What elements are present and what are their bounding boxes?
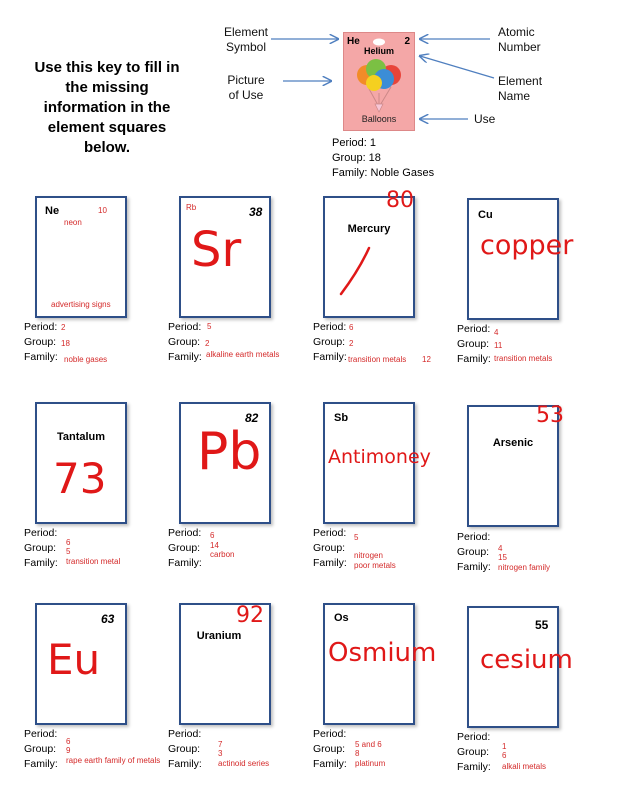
- handwritten-number: 80: [386, 188, 414, 213]
- element-number: 38: [249, 205, 263, 219]
- period-label: Period:: [457, 731, 491, 743]
- group-value: nitrogen: [354, 551, 383, 560]
- group-label: Group:: [457, 546, 490, 558]
- element-info-cesium: [457, 730, 491, 775]
- group-value: 14: [210, 541, 219, 550]
- family-label: Family:: [168, 351, 202, 363]
- family-value: alkali metals: [502, 762, 547, 771]
- element-symbol: Sb: [334, 412, 349, 424]
- group-label: Group:: [168, 743, 201, 755]
- group-value: 3: [218, 749, 223, 758]
- element-square-strontium: [179, 196, 271, 318]
- period-value: 6: [349, 323, 354, 332]
- element-info-europium: [24, 727, 58, 772]
- group-value: 15: [498, 553, 507, 562]
- element-info-mercury: [313, 320, 347, 365]
- family-label: Family:: [457, 761, 491, 773]
- handwritten-symbol: Eu: [47, 635, 101, 684]
- element-info-strontium: [168, 320, 202, 365]
- key-period: Period: 1: [332, 137, 377, 149]
- element-info-tantalum: [24, 526, 58, 571]
- handwritten-name: Antimoney: [328, 446, 431, 468]
- group-label: Group:: [168, 542, 201, 554]
- family-value: alkaline earth metals: [206, 350, 280, 359]
- group-label: Group:: [24, 743, 57, 755]
- family-label: Family:: [313, 557, 347, 569]
- family-label: Family:: [457, 561, 491, 573]
- family-value: carbon: [210, 550, 235, 559]
- balloons-icon: [354, 57, 404, 113]
- family-value: rape earth family of metals: [66, 756, 161, 765]
- family-label: Family:: [24, 351, 58, 363]
- period-value: 2: [61, 323, 66, 332]
- family-value: noble gases: [64, 355, 108, 364]
- period-value: 1: [502, 742, 507, 751]
- key-label-use: Use: [474, 112, 496, 126]
- period-value: 4: [498, 544, 503, 553]
- period-label: Period:: [24, 321, 58, 333]
- group-label: Group:: [24, 542, 57, 554]
- element-use: advertising signs: [51, 300, 111, 309]
- element-name: Tantalum: [56, 431, 106, 443]
- family-label: Family:: [313, 351, 347, 363]
- period-label: Period:: [24, 728, 58, 740]
- family-label: Family:: [168, 758, 202, 770]
- arrow-name: [420, 56, 494, 78]
- group-label: Group:: [457, 746, 490, 758]
- family-value: platinum: [355, 759, 386, 768]
- element-symbol: Ne: [45, 205, 60, 217]
- key-card-name: Helium: [363, 46, 394, 56]
- element-name: Mercury: [347, 223, 391, 235]
- group-value: 6: [502, 751, 507, 760]
- group-label: Group:: [313, 743, 346, 755]
- element-info-neon: [24, 320, 58, 365]
- key-card-number: 2: [404, 36, 410, 47]
- handwritten-mark: [335, 242, 375, 298]
- element-info-arsenic: [457, 530, 491, 575]
- period-label: Period:: [168, 321, 202, 333]
- element-symbol: Os: [334, 612, 349, 624]
- element-info-osmium: [313, 727, 347, 772]
- element-info-uranium: [168, 727, 202, 772]
- group-value: 8: [355, 749, 360, 758]
- period-label: Period:: [168, 728, 202, 740]
- group-value: 9: [66, 746, 71, 755]
- element-number: 10: [98, 206, 107, 215]
- group-value: 5: [66, 547, 71, 556]
- key-card-symbol: He: [347, 36, 360, 47]
- element-info-lead: [168, 526, 202, 571]
- handwritten-number: 73: [53, 454, 107, 503]
- period-value: 4: [494, 328, 499, 337]
- element-square-lead: [179, 402, 271, 524]
- group-value: 2: [205, 339, 210, 348]
- period-value: 5: [354, 533, 359, 542]
- element-number: 55: [535, 618, 549, 632]
- period-label: Period:: [457, 531, 491, 543]
- family-label: Family:: [457, 353, 491, 365]
- element-name: neon: [64, 218, 82, 227]
- period-label: Period:: [457, 323, 491, 335]
- key-card-helium: [343, 32, 415, 131]
- family-value: transition metals: [494, 354, 553, 363]
- family-value: transition metals: [348, 355, 407, 364]
- group-label: Group:: [24, 336, 57, 348]
- period-label: Period:: [313, 321, 347, 333]
- key-label-element-symbol: Element Symbol: [223, 25, 269, 54]
- element-square-europium: [35, 603, 127, 725]
- family-label: Family:: [168, 557, 202, 569]
- period-value: 5 and 6: [355, 740, 382, 749]
- family-value: nitrogen family: [498, 563, 551, 572]
- handwritten-symbol: Pb: [197, 422, 262, 482]
- family-value: transition metal: [66, 557, 121, 566]
- key-info: [332, 136, 434, 181]
- element-number: 82: [245, 411, 259, 425]
- element-name: Uranium: [196, 630, 242, 642]
- family-label: Family:: [313, 758, 347, 770]
- handwritten-name: copper: [480, 230, 574, 261]
- key-label-atomic-number: Atomic Number: [498, 25, 541, 54]
- group-label: Group:: [457, 338, 490, 350]
- group-label: Group:: [313, 336, 346, 348]
- key-group: Group: 18: [332, 152, 381, 164]
- family-value: actinoid series: [218, 759, 270, 768]
- element-symbol: Rb: [186, 203, 197, 212]
- key-card-use: Balloons: [361, 114, 397, 124]
- key-label-element-name: Element Name: [498, 74, 543, 103]
- period-label: Period:: [313, 728, 347, 740]
- group-label: Group:: [168, 336, 201, 348]
- period-value: 7: [218, 740, 223, 749]
- period-value: 6: [66, 538, 71, 547]
- key-arrows: [0, 0, 619, 140]
- family-label: Family:: [24, 758, 58, 770]
- cloud-icon: [372, 37, 386, 46]
- period-value: 6: [210, 531, 215, 540]
- family-extra-value: 12: [422, 355, 431, 364]
- family-label: Family:: [24, 557, 58, 569]
- handwritten-symbol: Sr: [191, 222, 242, 278]
- element-square-tantalum: [35, 402, 127, 524]
- family-value: poor metals: [354, 561, 396, 570]
- element-square-neon: [35, 196, 127, 318]
- element-square-mercury: [323, 196, 415, 318]
- handwritten-name: Osmium: [328, 638, 437, 668]
- handwritten-number: 53: [536, 403, 564, 428]
- element-symbol: Cu: [478, 209, 493, 221]
- handwritten-name: cesium: [480, 645, 573, 675]
- key-family: Family: Noble Gases: [332, 167, 435, 179]
- period-label: Period:: [313, 527, 347, 539]
- group-value: 18: [61, 339, 70, 348]
- group-value: 11: [494, 341, 503, 350]
- element-number: 63: [101, 612, 115, 626]
- element-info-antimony: [313, 526, 347, 571]
- key-label-picture-of-use: Picture of Use: [227, 73, 265, 102]
- element-info-copper: [457, 322, 491, 367]
- period-label: Period:: [24, 527, 58, 539]
- period-value: 5: [207, 322, 212, 331]
- group-value: 2: [349, 339, 354, 348]
- instructions: Use this key to fill in the missing information in the element squares below.: [34, 59, 180, 156]
- handwritten-number: 92: [236, 603, 264, 628]
- group-label: Group:: [313, 542, 346, 554]
- element-name: Arsenic: [492, 437, 534, 449]
- period-label: Period:: [168, 527, 202, 539]
- period-value: 6: [66, 737, 71, 746]
